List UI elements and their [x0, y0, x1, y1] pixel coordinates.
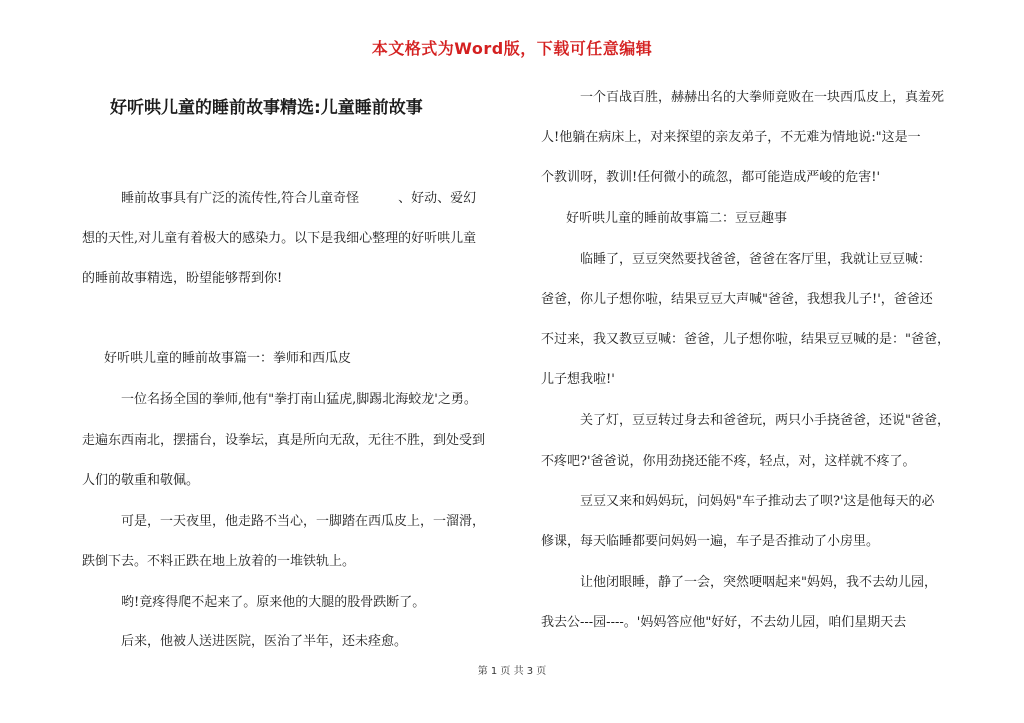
paragraph-line: 睡前故事具有广泛的流传性,符合儿童奇怪 、好动、爱幻 — [121, 191, 477, 206]
section-heading: 好听哄儿童的睡前故事篇一：拳师和西瓜皮 — [104, 351, 352, 366]
paragraph-line: 儿子想我啦!' — [541, 372, 615, 387]
paragraph-line: 我去公---园----。'妈妈答应他"好好，不去幼儿园，咱们星期天去 — [541, 615, 907, 630]
page-number-footer: 第 1 页 共 3 页 — [477, 666, 547, 677]
paragraph-line: 不疼吧?'爸爸说，你用劲挠还能不疼，轻点，对，这样就不疼了。 — [541, 454, 916, 469]
paragraph-line: 个教训呀，教训!任何微小的疏忽，都可能造成严峻的危害!' — [541, 170, 881, 185]
paragraph-line: 让他闭眼睡，静了一会，突然哽咽起来"妈妈，我不去幼儿园， — [580, 575, 937, 590]
paragraph-line: 修课，每天临睡都要问妈妈一遍，车子是否推动了小房里。 — [541, 534, 880, 549]
paragraph-line: 后来，他被人送进医院，医治了半年，还未痊愈。 — [121, 634, 408, 649]
paragraph-line: 临睡了，豆豆突然要找爸爸，爸爸在客厅里，我就让豆豆喊： — [580, 252, 932, 267]
paragraph-line: 爸爸，你儿子想你啦，结果豆豆大声喊"爸爸，我想我儿子!'，爸爸还 — [541, 292, 933, 307]
section-heading: 好听哄儿童的睡前故事篇二：豆豆趣事 — [566, 211, 788, 226]
paragraph-line: 豆豆又来和妈妈玩，问妈妈"车子推动去了呗?'这是他每天的必 — [580, 494, 935, 509]
paragraph-line: 想的天性,对儿童有着极大的感染力。以下是我细心整理的好听哄儿童 — [82, 231, 477, 246]
paragraph-line: 人!他躺在病床上，对来探望的亲友弟子，不无难为情地说:"这是一 — [541, 130, 921, 145]
paragraph-line: 人们的敬重和敬佩。 — [82, 473, 200, 488]
document-title: 好听哄儿童的睡前故事精选:儿童睡前故事 — [110, 98, 423, 118]
paragraph-line: 的睡前故事精选，盼望能够帮到你! — [82, 271, 283, 286]
paragraph-line: 一位名扬全国的拳师,他有"拳打南山猛虎,脚踢北海蛟龙'之勇。 — [121, 392, 477, 407]
paragraph-line: 哟!竟疼得爬不起来了。原来他的大腿的股骨跌断了。 — [121, 595, 426, 610]
editable-word-banner: 本文格式为Word版，下载可任意编辑 — [371, 39, 653, 58]
paragraph-line: 不过来，我又教豆豆喊：爸爸，儿子想你啦，结果豆豆喊的是："爸爸， — [541, 332, 950, 347]
paragraph-line: 跌倒下去。不料正跌在地上放着的一堆铁轨上。 — [82, 554, 356, 569]
paragraph-line: 走遍东西南北，摆擂台，设拳坛，真是所向无敌，无往不胜，到处受到 — [82, 433, 486, 448]
paragraph-line: 关了灯，豆豆转过身去和爸爸玩，两只小手挠爸爸，还说"爸爸， — [580, 413, 950, 428]
paragraph-line: 可是，一天夜里，他走路不当心，一脚踏在西瓜皮上，一溜滑， — [121, 514, 486, 529]
paragraph-line: 一个百战百胜，赫赫出名的大拳师竟败在一块西瓜皮上，真羞死 — [580, 90, 945, 105]
